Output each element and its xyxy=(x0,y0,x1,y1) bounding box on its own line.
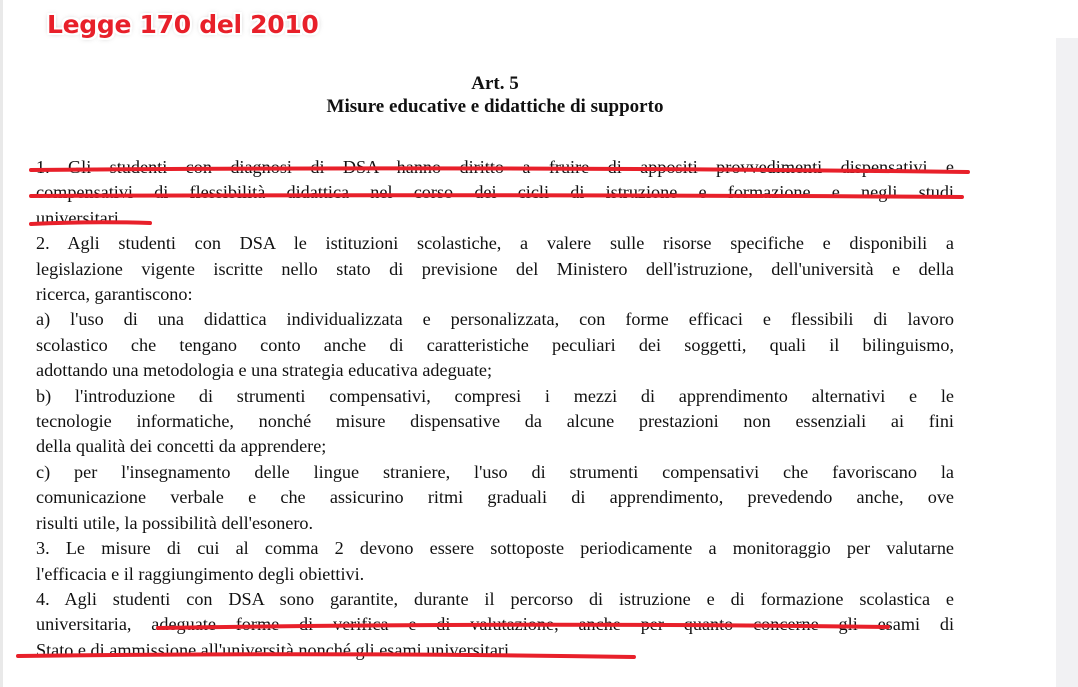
text-line: 2. Agli studenti con DSA le istituzioni scolastiche, a valere sulle risorse specifiche e disponibili a xyxy=(36,233,954,254)
text-line: compensativi di flessibilità didattica nel corso dei cicli di istruzione e formazione e negli studi xyxy=(36,182,954,203)
text-line: ricerca, garantiscono: xyxy=(36,284,193,305)
text-line: c) per l'insegnamento delle lingue straniere, l'uso di strumenti compensativi che favoriscano la xyxy=(36,461,954,482)
text-line: legislazione vigente iscritte nello stato di previsione del Ministero dell'istruzione, dell'università e della xyxy=(36,258,954,279)
text-line: 3. Le misure di cui al comma 2 devono essere sottoposte periodicamente a monitoraggio per valutarne xyxy=(36,538,954,559)
text-line: scolastico che tengano conto anche di caratteristiche peculiari dei soggetti, quali il bilinguismo, xyxy=(36,334,954,355)
text-line: 1. Gli studenti con diagnosi di DSA hanno diritto a fruire di appositi provvedimenti dispensativi e xyxy=(36,157,954,177)
text-line: risulti utile, la possibilità dell'esonero. xyxy=(36,512,314,533)
overlay-title: Legge 170 del 2010 xyxy=(47,10,319,39)
text-line: 4. Agli studenti con DSA sono garantite, durante il percorso di istruzione e di formazione scolastica e xyxy=(36,588,954,609)
document-body xyxy=(36,72,954,663)
text-line: universitaria, adeguate forme di verifica e di valutazione, anche per quanto concerne gli esami di xyxy=(36,614,954,635)
right-scroll-gutter xyxy=(1056,38,1078,687)
text-line: b) l'introduzione di strumenti compensativi, compresi i mezzi di apprendimento alternativi e le xyxy=(36,385,954,406)
text-line: comunicazione verbale e che assicurino ritmi graduali di apprendimento, prevedendo anche, ove xyxy=(36,487,954,508)
text-line: l'efficacia e il raggiungimento degli obiettivi. xyxy=(36,563,365,584)
article-number: Art. 5 xyxy=(471,73,519,94)
text-line: della qualità dei concetti da apprendere; xyxy=(36,436,327,457)
text-line: tecnologie informatiche, nonché misure dispensative da alcune prestazioni non essenziali ai fini xyxy=(36,411,954,432)
left-edge-strip xyxy=(0,0,3,687)
text-line: universitari. xyxy=(36,207,124,228)
text-line: Stato e di ammissione all'università nonché gli esami universitari. xyxy=(36,639,514,660)
article-text xyxy=(36,155,954,663)
text-line: a) l'uso di una didattica individualizzata e personalizzata, con forme efficaci e flessibili di lavoro xyxy=(36,309,954,330)
article-subtitle: Misure educative e didattiche di supporto xyxy=(326,96,664,117)
text-line: adottando una metodologia e una strategia educativa adeguate; xyxy=(36,360,493,381)
